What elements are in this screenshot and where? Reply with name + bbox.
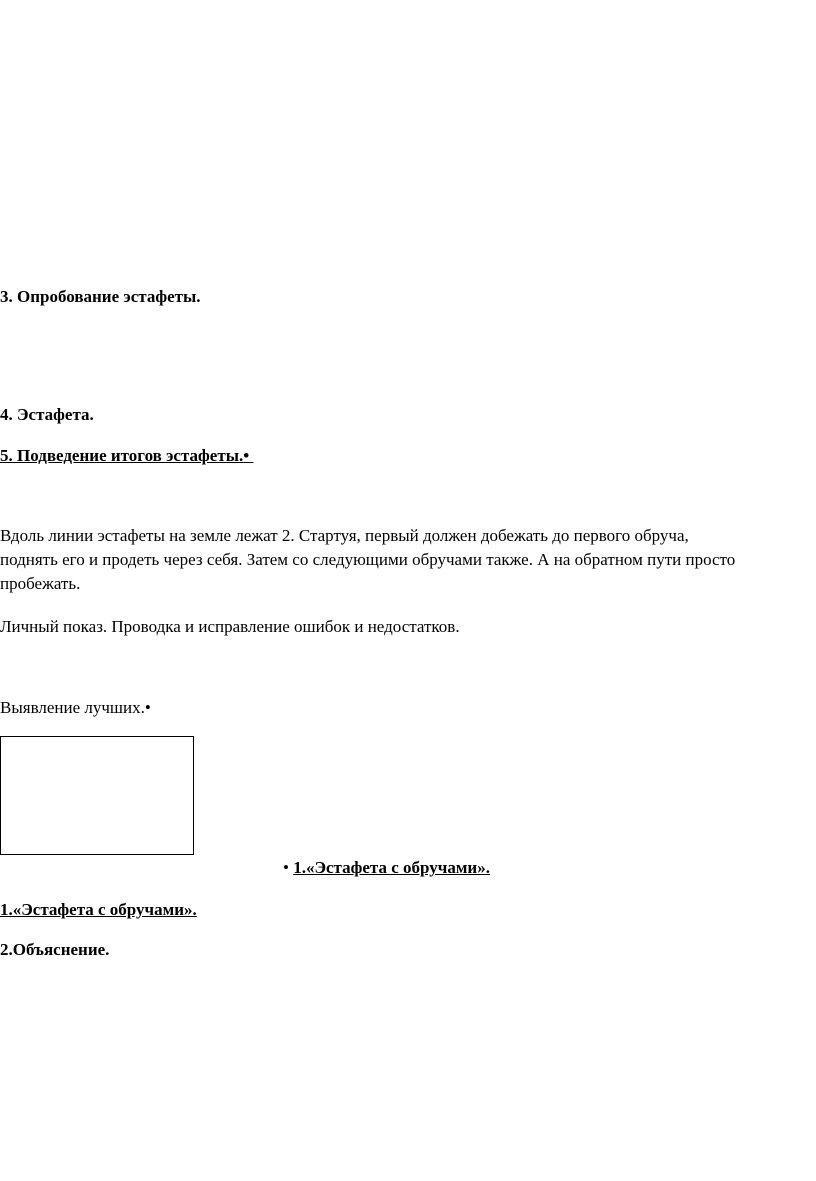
section-heading-summary [0, 446, 253, 466]
relay-description [0, 524, 816, 596]
section-heading-trial: 3. Опробование эстафеты. [0, 287, 201, 306]
bullet-heading-text: 1.«Эстафета с обручами». [293, 858, 490, 877]
best-detection-text: Выявление лучших. [0, 698, 145, 717]
bullet-heading-bullet: • [283, 858, 289, 877]
description-line: пробежать. [0, 574, 81, 593]
explanation-heading: 2.Объяснение. [0, 940, 110, 959]
personal-demo-text: Личный показ. Проводка и исправление ошибок и недостатков. [0, 617, 460, 636]
best-bullet: • [144, 698, 151, 717]
best-detection-line [0, 698, 151, 718]
description-line: Вдоль линии эстафеты на земле лежат 2. Стартуя, первый должен добежать до первого обруча, [0, 526, 689, 545]
description-line: поднять его и продеть через себя. Затем со следующими обручами также. А на обратном пути просто [0, 550, 736, 569]
summary-bullet: • [243, 446, 250, 465]
section-heading-relay: 4. Эстафета. [0, 405, 94, 424]
relay-title: 1.«Эстафета с обручами». [0, 900, 197, 919]
summary-heading-text: 5. Подведение итогов эстафеты. [0, 446, 244, 465]
summary-underline-tail [249, 446, 253, 465]
empty-frame [0, 736, 194, 855]
bullet-heading [283, 858, 490, 878]
